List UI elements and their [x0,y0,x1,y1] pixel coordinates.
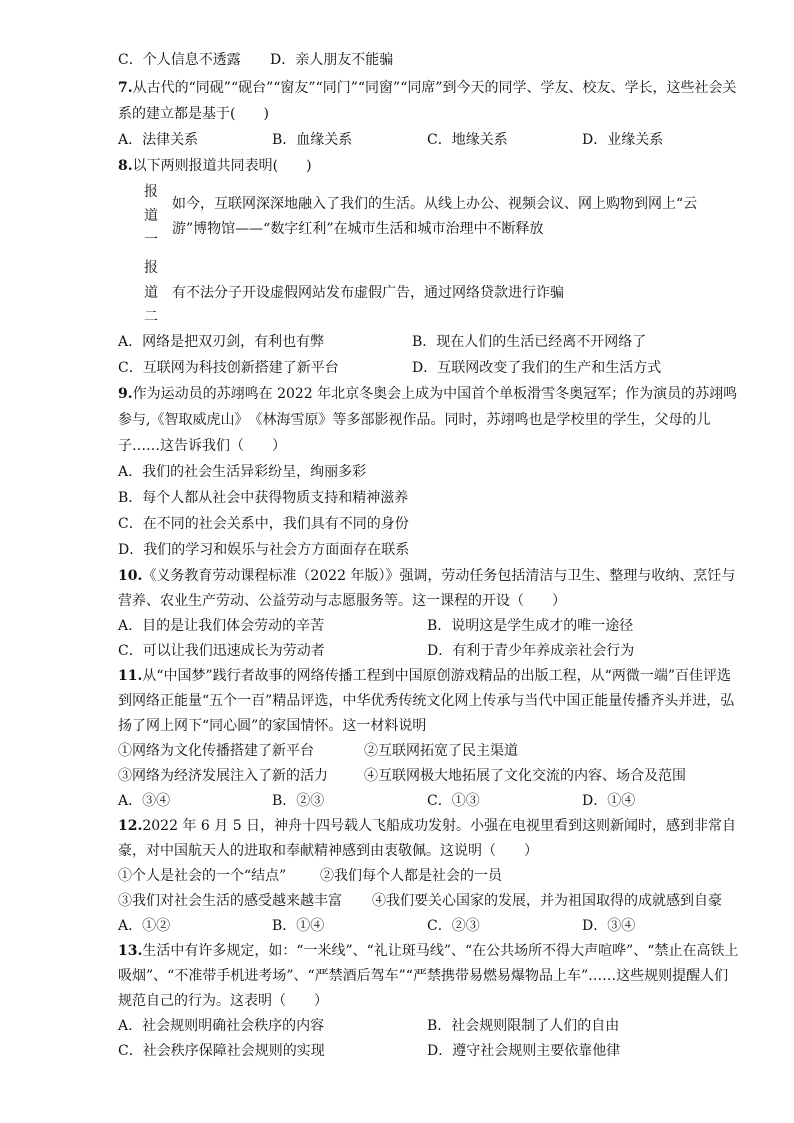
q8-option-a[interactable]: A．网络是把双刃剑，有利也有弊 [118,334,325,350]
q12-stem-text: 2022 年 6 月 5 日，神舟十四号载人飞船成功发射。小强在电视里看到这则新闻时，感到非常自 [142,818,737,834]
q8-report2-label-2: 道 [144,285,158,301]
q12-option-b[interactable]: B．①④ [272,918,325,934]
q10-option-a[interactable]: A．目的是让我们体会劳动的辛苦 [118,618,325,634]
q8-report2-text: 有不法分子开设虚假网站发布虚假广告，通过网络贷款进行诈骗 [172,285,564,301]
q13-option-c[interactable]: C．社会秩序保障社会规则的实现 [118,1043,325,1059]
q7-stem-text: 从古代的“同砚”“砚台”“窗友”“同门”“同窗”“同席”到今天的同学、学友、校友、学长，这些社会关 [132,80,737,96]
q13-stem-text: 生活中有许多规定，如：“一米线”、“礼让斑马线”、“在公共场所不得大声喧哗”、“禁止在高铁上 [142,943,739,959]
q9-stem-line1 [118,384,737,404]
q11-number: 11. [118,668,143,684]
q7-option-b[interactable]: B．血缘关系 [272,132,353,148]
q9-stem-line3: 子……这告诉我们（ ） [118,438,286,454]
q11-statement-1: ①网络为文化传播搭建了新平台 [118,743,314,759]
q8-option-d[interactable]: D．互联网改变了我们的生产和生活方式 [412,360,662,376]
q13-option-b[interactable]: B．社会规则限制了人们的自由 [427,1018,620,1034]
q8-stem [118,156,312,176]
q12-option-c[interactable]: C．②③ [427,918,480,934]
q10-option-c[interactable]: C．可以让我们迅速成长为劳动者 [118,643,325,659]
q8-report1-text-line1: 如今，互联网深深地融入了我们的生活。从线上办公、视频会议、网上购物到网上“云 [172,196,698,212]
q11-stem-text: 从“中国梦”践行者故事的网络传播工程到中国原创游戏精品的出版工程，从“两微一端”百佳评选 [142,668,731,684]
q11-stem-line1 [118,666,731,686]
q11-statement-2: ②互联网拓宽了民主渠道 [364,743,518,759]
q7-stem-line1 [118,78,737,98]
q9-number: 9. [118,386,133,402]
q11-option-d[interactable]: D．①④ [582,793,636,809]
q8-number: 8. [118,158,133,174]
q13-option-a[interactable]: A．社会规则明确社会秩序的内容 [118,1018,325,1034]
q13-stem-line3: 规范自己的行为。这表明（ ） [118,993,328,1009]
q13-option-d[interactable]: D．遵守社会规则主要依靠他律 [427,1043,621,1059]
q12-statement-4: ④我们要关心国家的发展，并为祖国取得的成就感到自豪 [372,893,722,909]
q8-report1-label-3: 一 [144,232,158,248]
q7-number: 7. [118,80,133,96]
q7-option-a[interactable]: A．法律关系 [118,132,199,148]
q12-statement-2: ②我们每个人都是社会的一员 [320,868,502,884]
q12-stem-line1 [118,816,736,836]
q8-report2-label-1: 报 [144,260,158,276]
q12-statement-1: ①个人是社会的一个“结点” [118,868,287,884]
q8-report1-label-2: 道 [144,208,158,224]
q7-option-c[interactable]: C．地缘关系 [427,132,508,148]
q9-stem-text: 作为运动员的苏翊鸣在 2022 年北京冬奥会上成为中国首个单板滑雪冬奥冠军；作为演员的苏翊鸣 [132,386,738,402]
q11-statement-3: ③网络为经济发展注入了新的活力 [118,768,328,784]
q10-stem-text: 《义务教育劳动课程标准（2022 年版）》强调，劳动任务包括清洁与卫生、整理与收纳、烹饪与 [142,568,736,584]
q8-option-c[interactable]: C．互联网为科技创新搭建了新平台 [118,360,339,376]
q12-stem-line2: 豪，对中国航天人的进取和奉献精神感到由衷敬佩。这说明（ ） [118,843,538,859]
q13-stem-line1 [118,941,738,961]
q12-option-a[interactable]: A．①② [118,918,171,934]
q10-stem-line1 [118,566,735,586]
q9-option-c[interactable]: C．在不同的社会关系中，我们具有不同的身份 [118,516,409,532]
q11-stem-line2: 到网络正能量“五个一百”精品评选，中华优秀传统文化网上传承与当代中国正能量传播齐头并进，弘 [118,693,735,709]
q11-option-a[interactable]: A．③④ [118,793,171,809]
q11-statement-4: ④互联网极大地拓展了文化交流的内容、场合及范围 [364,768,686,784]
q7-option-d[interactable]: D．业缘关系 [582,132,664,148]
q8-stem-text: 以下两则报道共同表明( ) [132,158,312,174]
q8-report2-label-3: 二 [144,309,158,325]
q6-option-c[interactable]: C．个人信息不透露 [118,52,241,68]
q9-option-b[interactable]: B．每个人都从社会中获得物质支持和精神滋养 [118,490,409,506]
q13-number: 13. [118,943,143,959]
q12-statement-3: ③我们对社会生活的感受越来越丰富 [118,893,342,909]
q11-stem-line3: 扬了网上网下“同心圆”的家国情怀。这一材料说明 [118,718,427,734]
q13-stem-line2: 吸烟”、“不准带手机进考场”、“严禁酒后驾车”“严禁携带易燃易爆物品上车”……这些规则提醒人们 [118,968,729,984]
q8-report1-text-line2: 游”博物馆——“数字红利”在城市生活和城市治理中不断释放 [172,221,544,237]
q10-stem-line2: 营养、农业生产劳动、公益劳动与志愿服务等。这一课程的开设（ ） [118,593,566,609]
q11-option-b[interactable]: B．②③ [272,793,325,809]
q9-option-a[interactable]: A．我们的社会生活异彩纷呈，绚丽多彩 [118,464,367,480]
q10-option-b[interactable]: B．说明这是学生成才的唯一途径 [427,618,634,634]
q8-report1-label-1: 报 [144,184,158,200]
q10-number: 10. [118,568,143,584]
q6-option-d[interactable]: D．亲人朋友不能骗 [270,52,394,68]
q7-stem-line2: 系的建立都是基于( ) [118,106,269,122]
q12-number: 12. [118,818,143,834]
q11-option-c[interactable]: C．①③ [427,793,480,809]
q9-stem-line2: 参与,《智取威虎山》 《林海雪原》等多部影视作品。同时，苏翊鸣也是学校里的学生，父母的儿 [118,412,711,428]
q8-option-b[interactable]: B．现在人们的生活已经离不开网络了 [412,334,647,350]
q12-option-d[interactable]: D．③④ [582,918,636,934]
q9-option-d[interactable]: D．我们的学习和娱乐与社会方方面面存在联系 [118,542,410,558]
q10-option-d[interactable]: D．有利于青少年养成亲社会行为 [427,643,635,659]
